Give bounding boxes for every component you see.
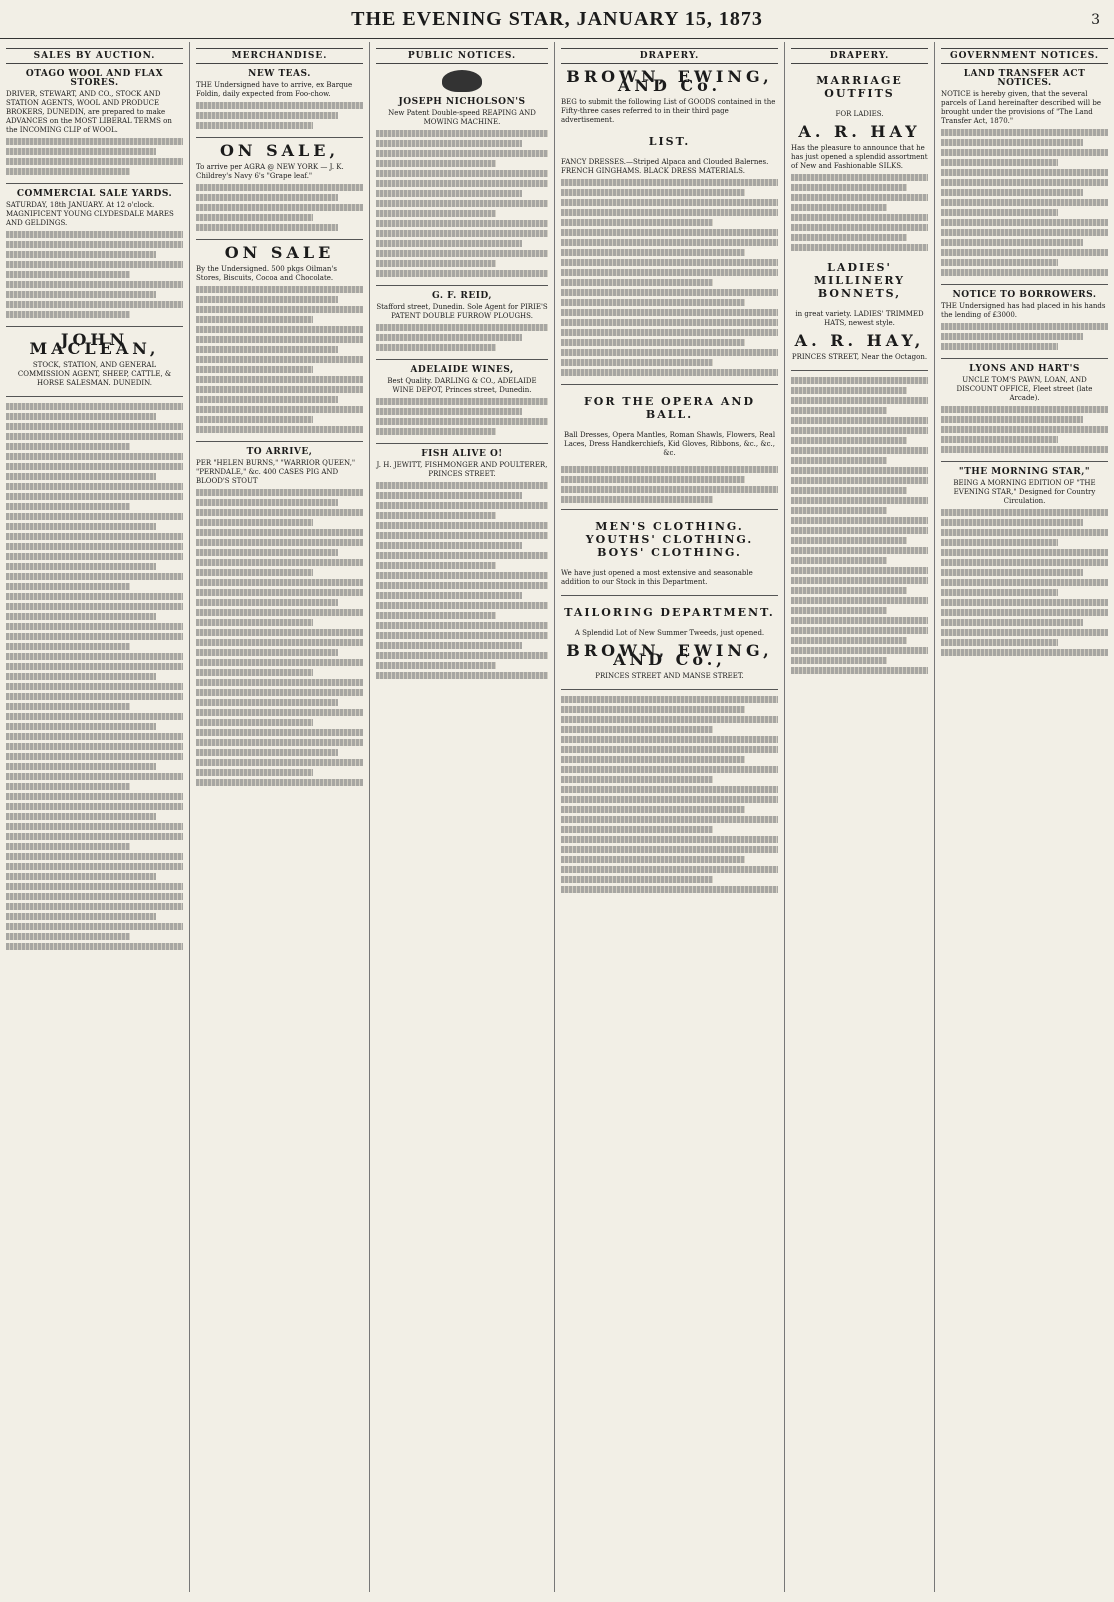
advert	[376, 366, 548, 435]
advert	[561, 641, 778, 681]
column-header: DRAPERY.	[561, 48, 778, 64]
advert	[791, 122, 928, 251]
advert	[941, 365, 1108, 453]
advert-title: OTAGO WOOL AND FLAX STORES.	[25, 69, 164, 88]
advert	[941, 70, 1108, 276]
column-3	[370, 42, 555, 1592]
advert	[196, 70, 363, 129]
column-6	[935, 42, 1114, 1592]
advert-text: DRIVER, STEWART, AND CO., STOCK AND STATION AGENTS, WOOL AND PRODUCE BROKERS, DUNEDIN, are prepared to make ADVANCES on the MOST LIBERAL TERMS on the INCOMING CLIP of WOOL.	[6, 90, 172, 134]
advert-text: To arrive per AGRA @ NEW YORK — J. K. Childrey's Navy 6's "Grape leaf."	[196, 163, 344, 180]
section-title: FOR THE OPERA AND BALL.	[583, 395, 756, 421]
advert-title: ON SALE	[224, 243, 335, 262]
advert	[376, 98, 548, 277]
advert	[196, 243, 363, 433]
advert	[6, 330, 183, 388]
advert-text: BEING A MORNING EDITION OF "THE EVENING STAR," Designed for Country Circulation.	[953, 479, 1096, 505]
column-header: PUBLIC NOTICES.	[376, 48, 548, 64]
advert-text: FANCY DRESSES.—Striped Alpaca and Clouded Balernes. FRENCH GINGHAMS. BLACK DRESS MATERIALS.	[561, 158, 769, 175]
advert-text: THE Undersigned have to arrive, ex Barque Foldin, daily expected from Foo-chow.	[196, 81, 353, 98]
advert-text: A Splendid Lot of New Summer Tweeds, just opened.	[574, 629, 765, 637]
column-4	[555, 42, 785, 1592]
masthead	[0, 0, 1114, 39]
royal-crest-icon	[442, 70, 482, 92]
section-title: MEN'S CLOTHING. YOUTHS' CLOTHING. BOYS' CLOTHING.	[585, 520, 754, 559]
column-header: GOVERNMENT NOTICES.	[941, 48, 1108, 64]
advert-text: Best Quality. DARLING & CO., ADELAIDE WINE DEPOT, Princes street, Dunedin.	[387, 377, 537, 394]
section-title: TAILORING DEPARTMENT.	[564, 606, 775, 619]
advert-title: ON SALE,	[219, 141, 340, 160]
advert-title: JOHN MACLEAN,	[29, 330, 160, 358]
advert	[196, 448, 363, 786]
advert-title: LYONS AND HART'S	[969, 364, 1080, 374]
advert-text: We have just opened a most extensive and seasonable addition to our Stock in this Department.	[561, 569, 753, 586]
advert-text: J. H. JEWITT, FISHMONGER AND POULTERER, PRINCES STREET.	[376, 461, 548, 478]
advert-title: A. R. HAY	[798, 122, 921, 141]
advert-title: NEW TEAS.	[248, 69, 311, 79]
advert	[561, 158, 778, 376]
advert-text: FOR LADIES.	[835, 110, 884, 118]
advert-text: UNCLE TOM'S PAWN, LOAN, AND DISCOUNT OFFICE, Fleet street (late Arcade).	[956, 376, 1093, 402]
advert-text: PER "HELEN BURNS," "WARRIOR QUEEN," "PERNDALE," &c. 400 CASES PIG AND BLOOD'S STOUT	[196, 459, 356, 485]
advert-title: BROWN, EWING, AND Co.	[566, 67, 773, 95]
advert-text: SATURDAY, 18th JANUARY. At 12 o'clock. MAGNIFICENT YOUNG CLYDESDALE MARES AND GELDINGS.	[6, 201, 174, 227]
advert	[941, 468, 1108, 656]
advert-text: New Patent Double-speed REAPING AND MOWING MACHINE.	[388, 109, 536, 126]
advert	[791, 331, 928, 362]
page-number: 3	[1091, 12, 1100, 28]
advert-title: FISH ALIVE O!	[421, 449, 503, 459]
column-header: SALES BY AUCTION.	[6, 48, 183, 64]
advert-title: A. R. HAY,	[794, 331, 925, 350]
advert	[196, 141, 363, 231]
advert-text: PRINCES STREET, Near the Octagon.	[791, 353, 928, 361]
advert	[376, 450, 548, 679]
advert-text: Has the pleasure to announce that he has just opened a splendid assortment of New and Fashionable SILKS.	[791, 144, 928, 170]
advert-text: Stafford street, Dunedin. Sole Agent for PIRIE'S PATENT DOUBLE FURROW PLOUGHS.	[376, 303, 548, 320]
section-title: MARRIAGE OUTFITS	[816, 74, 903, 100]
advert	[376, 292, 548, 351]
advert-text: NOTICE is hereby given, that the several parcels of Land hereinafter described will be brought under the provisions of "The Land Transfer Act, 1870."	[941, 90, 1101, 125]
advert-title: JOSEPH NICHOLSON'S	[398, 97, 526, 107]
advert-title: NOTICE TO BORROWERS.	[952, 290, 1097, 300]
advert-text: THE Undersigned has had placed in his hands the lending of £3000.	[941, 302, 1106, 319]
advert-text: PRINCES STREET AND MANSE STREET.	[595, 672, 744, 680]
advert-title: COMMERCIAL SALE YARDS.	[16, 189, 173, 199]
section-title: LADIES' MILLINERY BONNETS,	[813, 261, 906, 300]
column-5	[785, 42, 935, 1592]
advert	[6, 70, 183, 175]
column-header: MERCHANDISE.	[196, 48, 363, 64]
advert-text: Ball Dresses, Opera Mantles, Roman Shawls, Flowers, Real Laces, Dress Handkerchiefs, Kid Gloves, Ribbons, &c., &c., &c.	[563, 431, 776, 457]
column-header: DRAPERY.	[791, 48, 928, 64]
advert-title: TO ARRIVE,	[246, 447, 313, 457]
advert	[561, 67, 778, 125]
section-title: LIST.	[648, 135, 691, 148]
column-2	[190, 42, 370, 1592]
column-1	[0, 42, 190, 1592]
advert-text: in great variety. LADIES' TRIMMED HATS, newest style.	[795, 310, 924, 327]
advert-text: STOCK, STATION, AND GENERAL COMMISSION AGENT, SHEEP, CATTLE, & HORSE SALESMAN. DUNEDIN.	[17, 361, 172, 387]
advert-title: G. F. REID,	[431, 291, 493, 301]
advert-title: "THE MORNING STAR,"	[958, 467, 1091, 477]
advert	[941, 291, 1108, 350]
advert-text: BEG to submit the following List of GOODS contained in the Fifty-three cases referred to in their third page advertisement.	[561, 98, 776, 124]
advert-text: By the Undersigned. 500 pkgs Oilman's Stores, Biscuits, Cocoa and Chocolate.	[196, 265, 337, 282]
advert-title: ADELAIDE WINES,	[410, 365, 514, 375]
advert-title: LAND TRANSFER ACT NOTICES.	[963, 69, 1086, 88]
advert-title: BROWN, EWING, AND Co.,	[566, 641, 773, 669]
advert	[6, 190, 183, 318]
masthead-title: THE EVENING STAR, JANUARY 15, 1873	[351, 7, 763, 30]
